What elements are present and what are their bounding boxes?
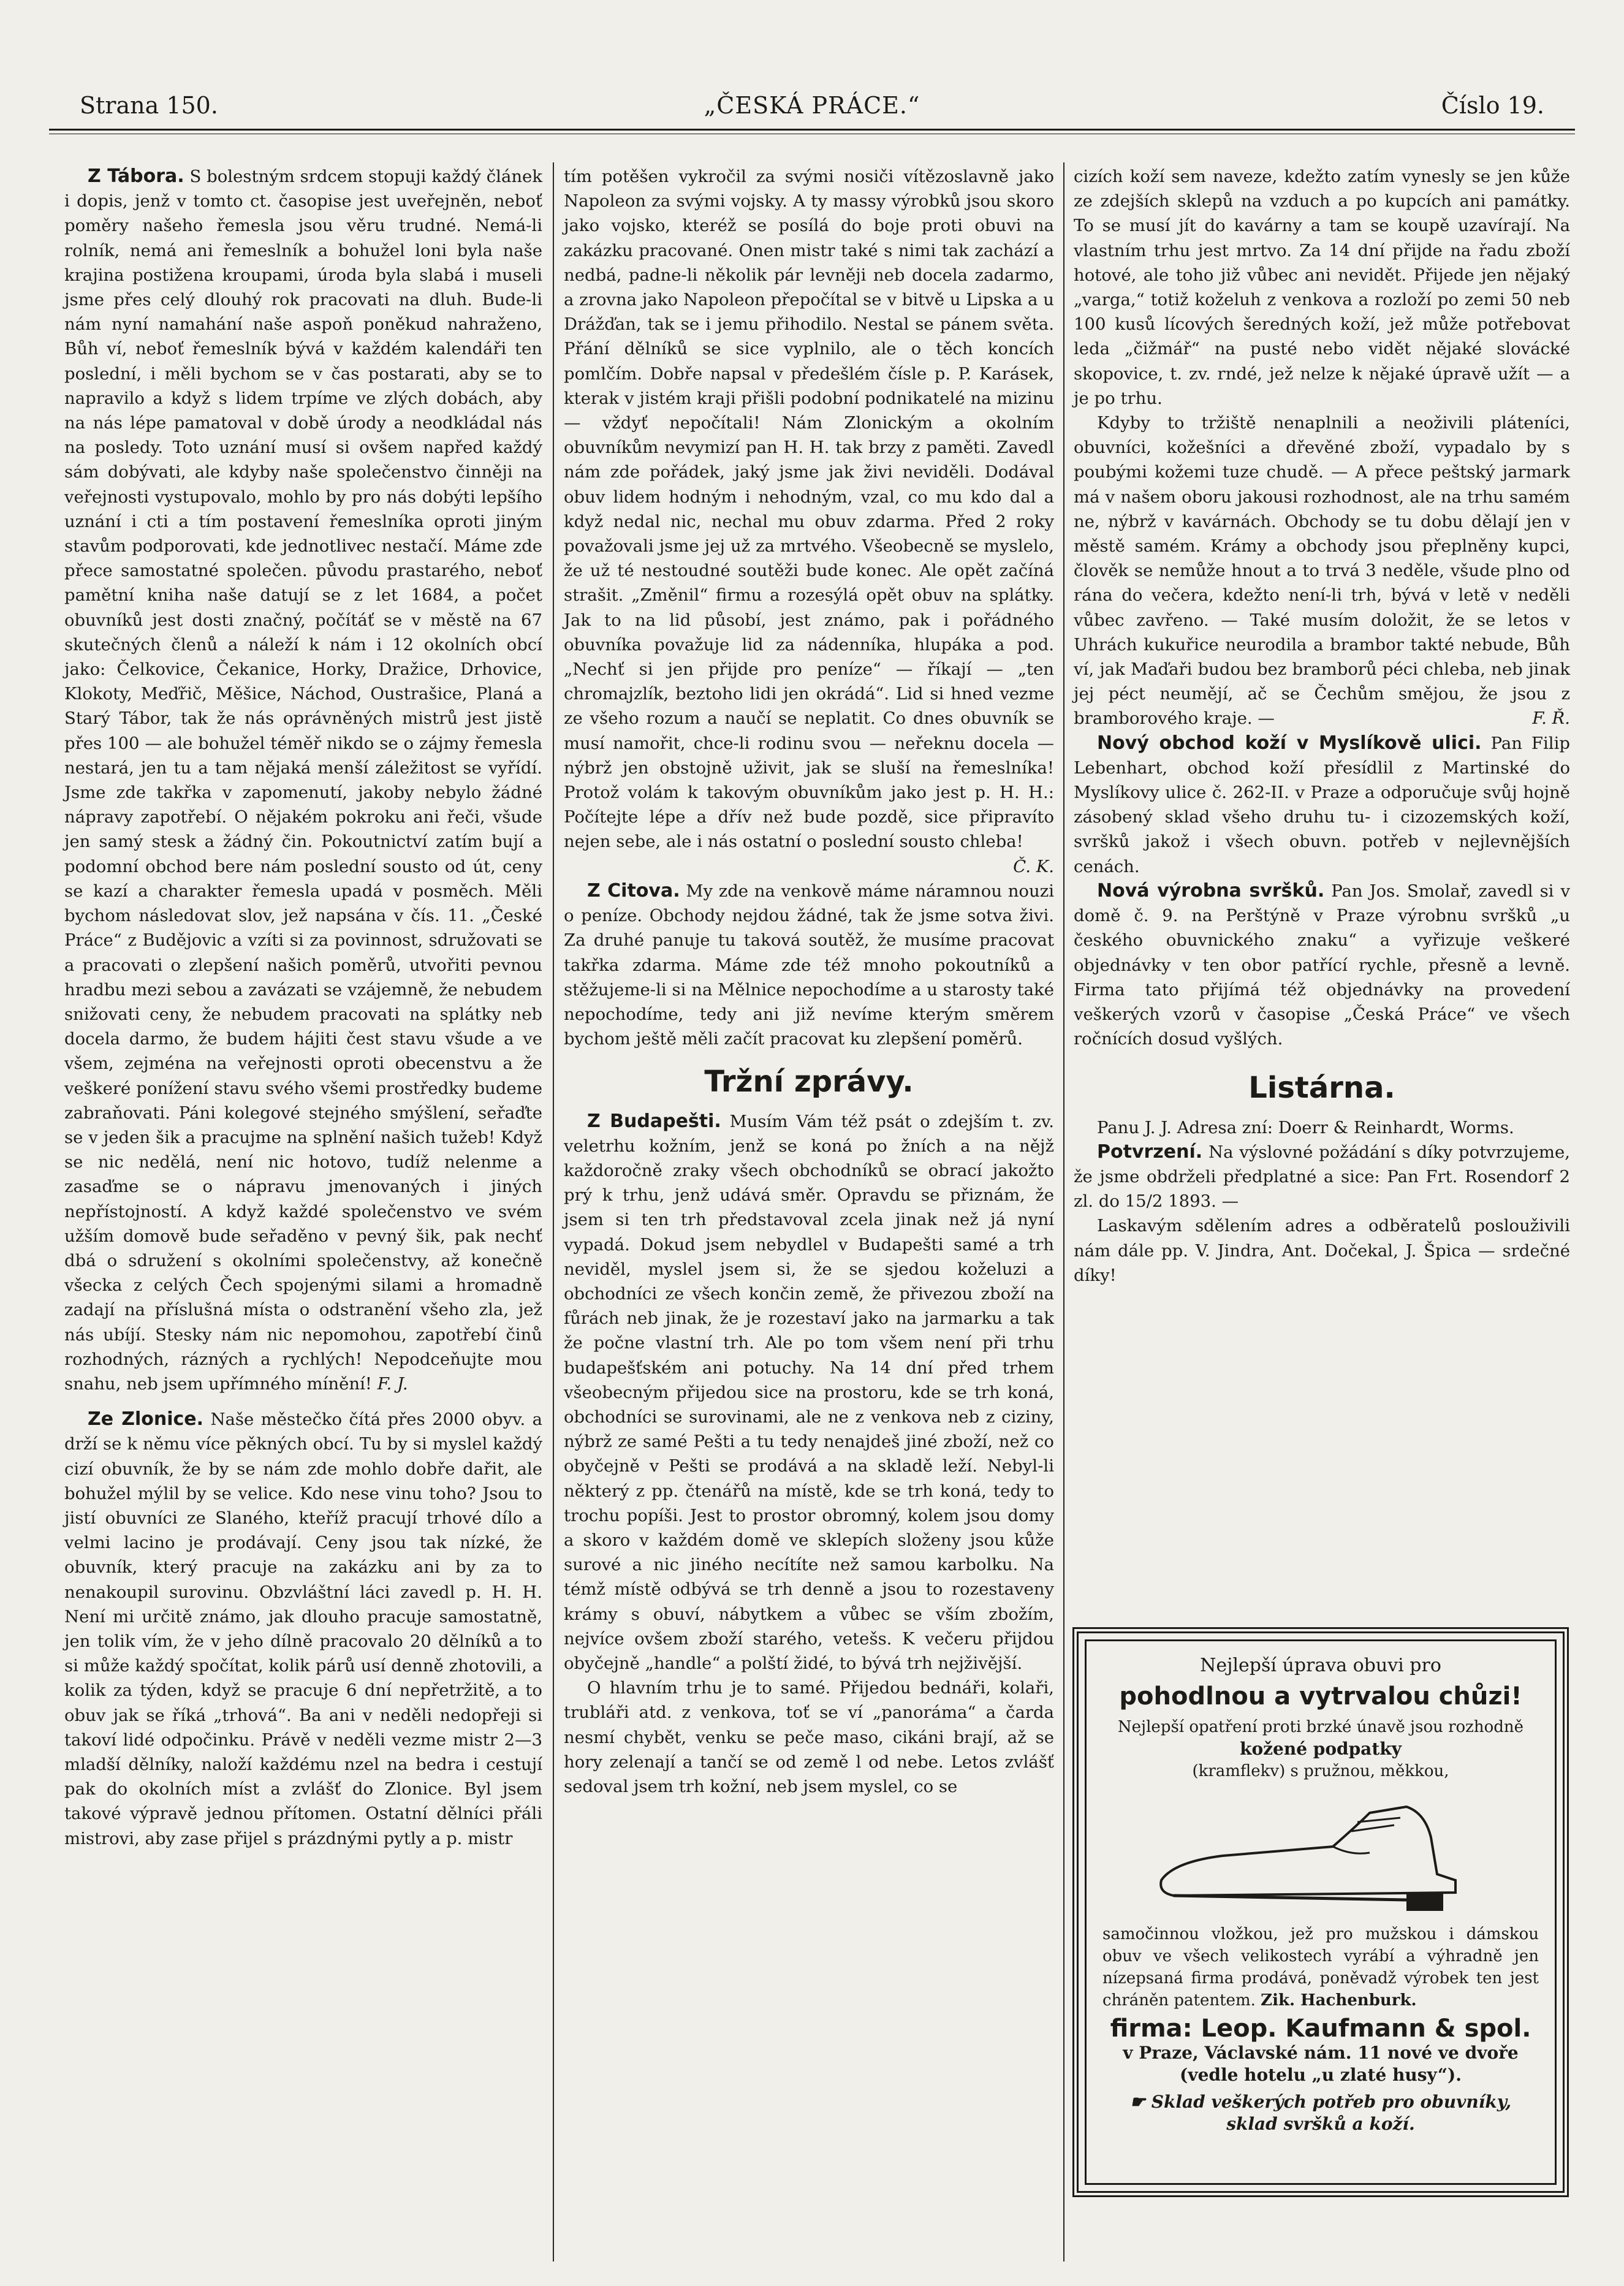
ad-line: (kramflekv) s pružnou, měkkou,	[1192, 1762, 1449, 1780]
article-text: Naše městečko čítá přes 2000 obyv. a drží se k němu více pěkných obcí. Tu by si myslel každý cizí obuvník, že by se nám zde mohlo dobře dařit, ale bohužel mýlil by se velice. Kdo nese vinu toho? Jsou to jistí obuvníci ze Slaného, kteříž pracují trhové dílo a velmi lacino je prodávají. Ceny jsou tak nízké, že obuvník, který pracuje na zakázku ani by za to nenakoupil surovinu. Obzvláštní láci zavedl p. H. H. Není mi určitě známo, jak dlouho pracuje samostatně, jen tolik vím, že v jeho dílně pracovalo 20 dělníků a to si může každý spočítat, kolik párů usí denně zhotovili, a kolik za týden, když se pracuje 6 dní nepřetržitě, a to obuv jak se říká „trhová“. Ba ani v neděli nedopřeji si takoví lidé odpočinku. Právě v neděli vezme mistr 2—3 mladší dělníky, naloží každému nzel na bedra i cestují pak do okolních míst a zvlášť do Zlonice. Byl jsem takové výpravě jednou přítomen. Ostatní dělníci přáli mistrovi, aby zase přijel s prázdnými pytly a p. mistr	[64, 1410, 542, 1848]
article-signature: Č. K.	[1013, 856, 1054, 876]
article-text: S bolestným srdcem stopuji každý článek i dopis, jenž v tomto ct. časopise jest uveřejněn, neboť poměry našeho řemesla jsou věru trudné. Nemá-li rolník, nemá ani řemeslník a bohužel loni byla naše krajina postižena kroupami, úroda byla slabá i museli jsme přes celý dlouhý rok pracovati na dluh. Bude-li nám nyní namahání naše aspoň poněkud nahraženo, Bůh ví, neboť řemeslník bývá v každém kalendáři ten poslední, i měli bychom se v čas postarati, aby se to napravilo a když s lidem trpíme ve zlých dobách, aby na nás lépe pamatoval v době úrody a neodkládal nás na posledy. Toto uznání musí si ovšem napřed každý sám dobývati, ale kdyby naše společenstvo činněji na veřejnosti vystupovalo, mohlo by pro nás dobýti lepšího uznání i cti a tím postavení řemeslníka oproti jiným stavům podporovati, kde jednotlivec nestačí. Máme zde přece samostatné společen. původu prastarého, neboť pamětní kniha naše datují se z let 1684, a počet obuvníků jest dosti značný, počítáť se v městě na 67 skutečných členů a náleží k nám i 12 okolních obcí jako: Čelkovice, Čekanice, Horky, Dražice, Drhovice, Klokoty, Meďřič, Měšice, Náchod, Oustrašice, Planá a Starý Tábor, tak že nás oprávněných mistrů jest jistě přes 100 — ale bohužel téměř nikdo se o zájmy řemesla nestará, jen tu a tam nějaká menší záležitost se vyřídí. Jsme zde takřka v zapomenutí, jakoby nebylo žádné nápravy zapotřebí. O nějakém pokroku ani řeči, všude jen samý stesk a žádný čin. Pokoutnictví zatím bují a podomní obchod bere nám poslední sousto od út, ceny se kazí a charakter řemesla upadá v posměch. Měli bychom následovat slov, jež napsána v čís. 11. „České Práce“ z Budějovic a vzíti si za povinnost, sdružovati se a pracovati o zlepšení našich poměrů, utvořiti pevnou hradbu mezi sebou a zavázati se vzájemně, že nebudem snižovati ceny, že nebudem pracovati na splátky neb docela darmo, že budem hájiti čest stavu všude a ve všem, zejména na veřejnosti oproti obecenstvu a že veškeré ponížení stavu svého všemi prostředky budeme zabraňovati. Páni kolegové stejného smýšlení, seřaďte se v jeden šik a pracujme na splnění našich tužeb! Když se nic nedělá, není nic hotovo, tudíž nelenme a zasaďme se o nápravu jmenovaných i jiných nepřístojností. A když každé společenstvo ve svém užším domově bude seřaděno v pevný šik, pak nechť dbá o sdružení s okolními společenstvy, až konečně všecka z celých Čech spojenými silami a hromadně zadají na příslušná místa o odstranění všeho zla, jež nás ubíjí. Stesky nám nic nepomohou, zapotřebí činů rozhodných, rázných a rychlých! Nepodceňujte mou snahu, neb jsem upřímného mínění!	[64, 167, 543, 1394]
section-title-letters: Listárna.	[1248, 1071, 1395, 1106]
column-1	[64, 164, 542, 1851]
article-text: My zde na venkově máme náramnou nouzi o peníze. Obchody nejdou žádné, tak že jsme sotva živi. Za druhé panuje tu taková soutěž, že musíme pracovat takřka zdarma. Máme zde též mnoho pokoutníků a stěžujeme-li si na Mělnice nepochodíme a u starosty také nepochodíme, tedy ani již nevíme kterým směrem bychom ještě měli začít pracovat ku zlepšení poměrů.	[564, 881, 1054, 1049]
letters-item-3: Laskavým sdělením adres a odběratelů poslouživili nám dále pp. V. Jindra, Ant. Dočekal, J. Špica — srdečné díky!	[1074, 1216, 1570, 1285]
article-text: Kdyby to tržiště nenaplnili a neoživili pláteníci, obuvníci, kožešníci a dřevěné zboží, vypadalo by s poubými kožemi tuze chudě. — A přece peštský jarmark má v našem oboru jakousi rozhodnost, ale na trhu samém ne, nýbrž v kavárnách. Obchody se tu dobu dělají jen v městě samém. Krámy a obchody jsou přeplněny kupci, člověk se nemůže hnout a to trvá 3 neděle, všude plno od rána do večera, kdežto není-li trh, bývá v letě v neděli vůbec zavřeno. — Také musím doložit, že se letos v Uhrách kukuřice neurodila a brambor takté nebude, Bůh ví, jak Maďaři budou bez bramborů péci chleba, neb jinak jej péct neumějí, ač se Čechům smějou, že jsou z bramborového kraje. —	[1074, 413, 1570, 729]
article-zlonice	[64, 1407, 542, 1851]
ad-tagline-text: Sklad veškerých potřeb pro obuvníky, sklad svršků a koží.	[1151, 2092, 1512, 2134]
letters-heading: Potvrzení.	[1097, 1141, 1203, 1163]
article-budapest-continued	[1074, 164, 1570, 411]
pointing-hand-icon: ☛	[1129, 2092, 1145, 2112]
notice-heading: Nový obchod koží v Myslíkově ulici.	[1097, 732, 1482, 754]
article-budapest-p2	[564, 1676, 1054, 1799]
header-rule-thick	[49, 129, 1575, 131]
ad-company: firma: Leop. Kaufmann & spol.	[1110, 2014, 1531, 2043]
letters-item-2	[1074, 1140, 1570, 1214]
article-heading: Z Citova.	[587, 879, 680, 902]
column-divider-1	[553, 162, 554, 2261]
journal-title: „ČESKÁ PRÁCE.“	[704, 92, 920, 119]
ad-headline: pohodlnou a vytrvalou chůzi!	[1119, 1682, 1522, 1711]
article-signature: F. J.	[377, 1373, 408, 1394]
article-text: Musím Vám též psát o zdejším t. zv. veletrhu kožním, jenž se koná po žních a na nějž každoročně zraky všech obchodníků se obrací jakožto prý k trhu, jenž udává směr. Opravdu se přiznám, že jsem si ten trh představoval zcela jinak než já nyní vypadá. Dokud jsem nebydlel v Budapešti samé a trh neviděl, myslel jsem si, že se sjedou koželuzi a obchodníci ze všech končin země, že přivezou zboží na fůrách neb jinak, že je rozestaví jako na jarmarku a tak že počne vlastní trh. Ale po tom všem není při trhu budapešťském ani potuchy. Na 14 dní před trhem všeobecným přijedou sice na prostoru, kde se trh koná, obchodníci se surovinami, ale ne z venkova neb z ciziny, nýbrž ze samé Pešti a tu tedy nenajdeš jiné zboží, než co obyčejně v Pešti se prodává a na skladě leží. Nebyl-li některý z pp. čtenářů na místě, kde se trh koná, tedy to trochu popíši. Jest to prostor obromný, kolem jsou domy a skoro v každém domě ve sklepích složeny jsou kůže surové a nic jiného necítíte než samou karbolku. Na témž místě odbývá se trh denně a jsou to rozestaveny krámy s obuví, nábytkem a vůbec se vším zbožím, nejvíce ovšem zboží starého, vetešs. K večeru přijdou obyčejně „handle“ a polští židé, to bývá trh nejživější.	[564, 1111, 1054, 1673]
article-heading: Ze Zlonice.	[88, 1408, 204, 1430]
article-text: tím potěšen vykročil za svými nosiči vítězoslavně jako Napoleon za svými vojsky. A ty massy výrobků jsou skoro jako vojsko, kteréž se posílá do boje proti obuvi na zakázku pracované. Onen mistr také s nimi tak zachází a nedbá, padne-li několik pár levněji neb docela zadarmo, a zrovna jako Napoleon přepočítal se v bitvě u Lipska a u Drážďan, tak se i jemu přihodilo. Nestal se pánem světa. Přání dělníků se sice vyplnilo, ale o těch koncích pomlčím. Dobře napsal v předešlém čísle p. P. Karásek, kterak v jistém kraji přišli podobní podnikatelé na mizinu — vždyť nepočítali! Nám Zlonickým a okolním obuvníkům nevymizí pan H. H. tak brzy z paměti. Zavedl nám zde pořádek, jaký jsme jak živi neviděli. Dodával obuv lidem hodným i nehodným, vzal, co mu kdo dal a když nedal nic, nechal mu obuv zdarma. Před 2 roky považovali jsme jej už za mrtvého. Všeobecně se myslelo, že už té nestoudné soutěži bude konec. Ale opět začíná strašit. „Změnil“ firmu a rozesýlá opět obuv na splátky. Jak to na lid působí, jest známo, pak i pořádného obuvníka považuje lid za nádenníka, hlupáka a pod. „Nechť si jen přijde pro peníze“ — říkají — „ten chromajzlík, beztoho lidi jen okrádá“. Lid si hned vezme ze všeho rozum a naučí se neplatit. Co dnes obuvník se musí namořit, chce-li rodinu svou — neřeknu docela — nýbrž jen obstojně uživit, jak se sluší na řemeslníka! Protož volám k takovým obuvníkům jako jest p. H. H.: Počítejte lépe a dřív než bude pozdě, sice připravíto nejen sebe, ale i nás ostatní o poslední sousto chleba!	[564, 167, 1054, 852]
ad-line: Nejlepší opatření proti brzké únavě jsou rozhodně	[1117, 1718, 1524, 1736]
notice-heading: Nová výrobna svršků.	[1097, 879, 1325, 902]
shoe-heel-advertisement	[1085, 1639, 1557, 2185]
ad-address: v Praze, Václavské nám. 11 nové ve dvoře (vedle hotelu „u zlaté husy“).	[1123, 2043, 1519, 2085]
ad-line: Nejlepší úprava obuvi pro	[1200, 1655, 1441, 1676]
ad-tagline	[1102, 2091, 1539, 2135]
article-zlonice-continued	[564, 164, 1054, 854]
article-heading: Z Budapešti.	[587, 1110, 721, 1132]
column-divider-2	[1063, 162, 1064, 2261]
letters-text: Na výslovné požádání s díky potvrzujeme, že jsme obdrželi předplatné a sice: Pan Frt. Rosendorf 2 zl. do 15/2 1893. —	[1074, 1142, 1570, 1212]
article-budapest	[564, 1109, 1054, 1676]
notice-text: Pan Jos. Smolař, zavedl si v domě č. 9. na Perštýně v Praze výrobnu svršků „u českého obuvnického znaku“ a vyřizuje veškeré objednávky v ten obor patřící rychle, přesně a levně. Firma tato přijímá též objednávky na provedení veškerých vzorů v časopise „Česká Práce“ ve všech ročnících dosud vyšlých.	[1074, 881, 1570, 1049]
letters-item-1: Panu J. J. Adresa zní: Doerr & Reinhardt, Worms.	[1097, 1117, 1514, 1137]
issue-number: Číslo 19.	[1441, 92, 1544, 119]
article-budapest-p3	[1074, 411, 1570, 731]
article-heading: Z Tábora.	[88, 165, 184, 187]
shoe-illustration-icon	[1149, 1788, 1492, 1917]
article-text: cizích koží sem naveze, kdežto zatím vynesly se jen kůže ze zdejších sklepů na vzduch a po kupcích ani památky. To se musí jít do kavárny a tam se koupě uzavírají. Na vlastním trhu jest mrtvo. Za 14 dní přijde na řadu zboží hotové, ale toho již vůbec ani nevidět. Přijede jen nějaký „varga,“ totiž koželuh z venkova a rozloží po zemi 50 neb 100 kusů lícových šeredných koží, jež může potřebovat leda „čižmář“ na pusté nebo vidět nějaké slovácké skopovice, t. zv. rndé, jež nelze k nějaké úpravě užít — a je po trhu.	[1074, 167, 1570, 408]
article-citov	[564, 879, 1054, 1051]
page-number: Strana 150.	[80, 92, 218, 119]
column-2	[564, 164, 1054, 1799]
ad-patent-holder: Zik. Hachenburk.	[1261, 1991, 1417, 2010]
notice-leather-shop	[1074, 731, 1570, 879]
article-signature: F. Ř.	[1532, 708, 1570, 729]
ad-description	[1102, 1923, 1539, 2011]
notice-text: Pan Filip Lebenhart, obchod koží přesídlil z Martinské do Myslíkovy ulice č. 262-II. v Praze a odporučuje svůj hojně zásobený sklad všeho druhu tu- i cizozemských koží, svršků jakož i všech obuvn. potřeb v nejlevnějších cenách.	[1074, 733, 1571, 876]
section-title-market-news: Tržní zprávy.	[704, 1065, 914, 1099]
article-tabor	[64, 164, 542, 1396]
column-3	[1074, 164, 1570, 1288]
notice-uppers-workshop	[1074, 879, 1570, 1051]
article-text: O hlavním trhu je to samé. Přijedou bednáři, kolaři, trubláři atd. z venkova, toť se ví „panoráma“ a čarda nesmí chybět, venku se peče maso, cikáni brají, až se hory zelenají a tančí se od země l od nebe. Letos zvlášť sedoval jsem trh kožní, neb jsem myslel, co se	[564, 1678, 1054, 1796]
ad-product: kožené podpatky	[1240, 1739, 1402, 1759]
ad-description-text: samočinnou vložkou, jež pro mužskou i dámskou obuv ve všech velikostech vyrábí a výhradně jen nízepsaná firma prodává, poněvadž výrobek ten jest chráněn patentem.	[1102, 1925, 1539, 2010]
page-header	[74, 92, 1550, 129]
